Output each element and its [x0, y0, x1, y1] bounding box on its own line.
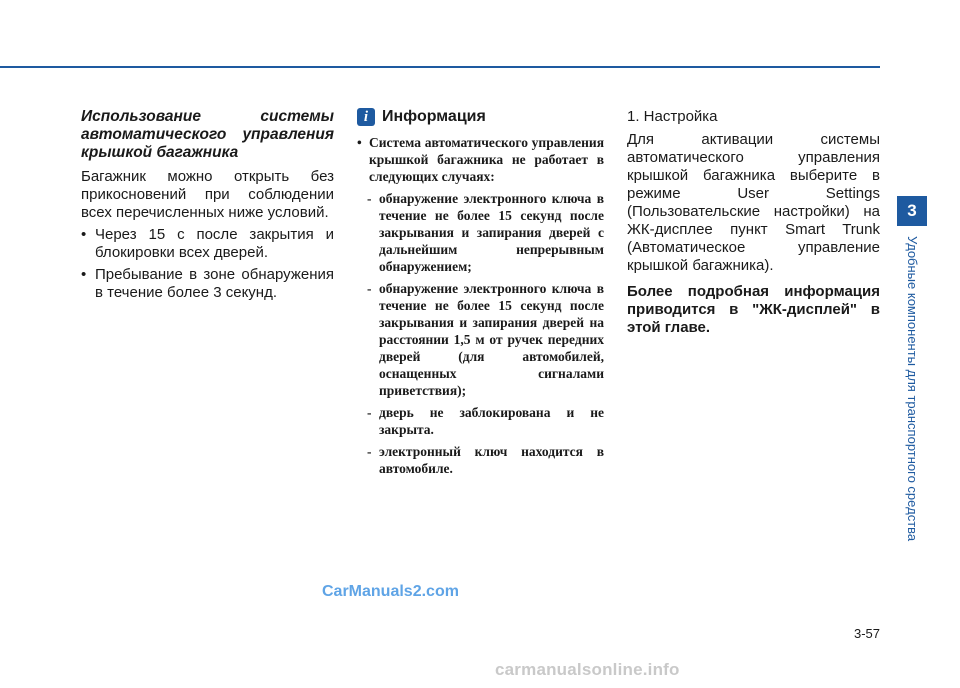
settings-subheading: 1. Настройка [627, 108, 718, 125]
info-item-4: - электронный ключ находится в автомобиле. [367, 443, 604, 477]
info-column [357, 108, 604, 482]
right-column [627, 108, 880, 337]
info-icon: i [357, 108, 375, 126]
chapter-title-vertical: Удобные компоненты для транспортного средства [905, 236, 920, 542]
settings-paragraph: Для активации системы автоматического управления крышкой багажника выберите в режиме User Settings (Пользовательские настройки) на ЖК-дисплее пункт Smart Trunk (Автоматическое управление крышкой багажника). [627, 131, 880, 274]
info-header [357, 108, 604, 126]
condition-bullet-1: • Через 15 с после закрытия и блокировки всех дверей. [81, 226, 334, 262]
info-intro: • Система автоматического управления крышкой багажника не работает в следующих случаях: [357, 134, 604, 185]
chapter-number-badge: 3 [897, 196, 927, 226]
info-item-3: - дверь не заблокирована и не закрыта. [367, 404, 604, 438]
watermark-logo[interactable]: CarManuals2.com [322, 583, 459, 600]
info-item-1: - обнаружение электронного ключа в течение не более 15 секунд после закрывания и запирания дверей с дальнейшим непрерывным обнаружением; [367, 190, 604, 275]
section-heading: Использование системы автоматического управления крышкой багажника [81, 108, 334, 161]
condition-bullet-2: • Пребывание в зоне обнаружения в течение более 3 секунд. [81, 266, 334, 302]
info-title: Информация [382, 108, 486, 125]
watermark-site[interactable]: carmanualsonline.info [495, 660, 680, 679]
intro-paragraph: Багажник можно открыть без прикосновений при соблюдении всех перечисленных ниже условий. [81, 168, 334, 221]
more-info-paragraph: Более подробная информация приводится в "ЖК-дисплей" в этой главе. [627, 283, 880, 336]
left-column [81, 108, 334, 306]
info-item-2: - обнаружение электронного ключа в течение не более 15 секунд после закрывания и запирания дверей на расстоянии 1,5 м от ручек передних дверей (для автомобилей, оснащенных сигналами приветствия); [367, 280, 604, 399]
page-number: 3-57 [853, 626, 880, 641]
header-rule [0, 66, 880, 68]
